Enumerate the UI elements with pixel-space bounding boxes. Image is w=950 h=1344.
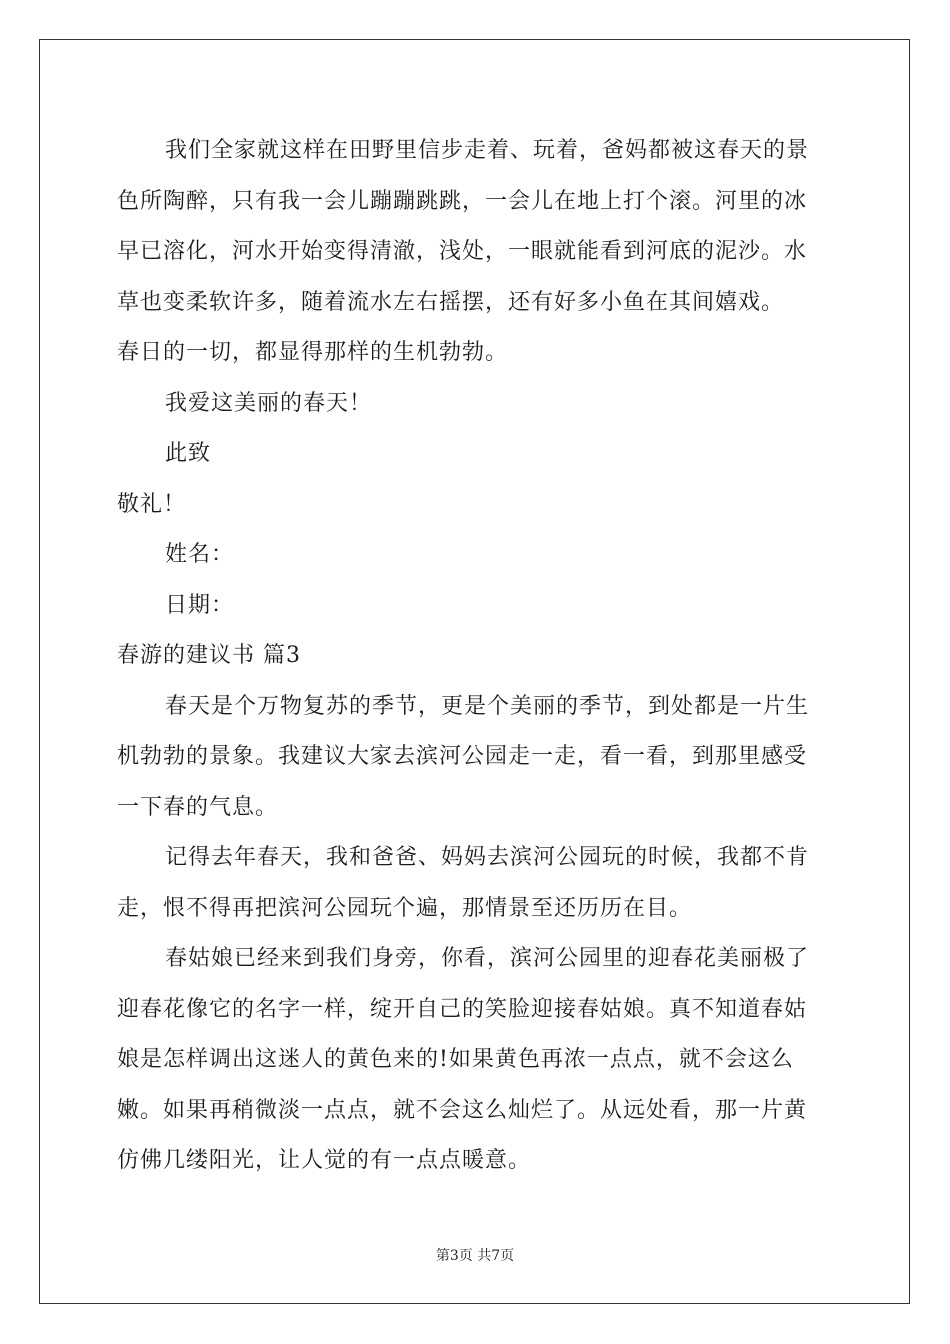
paragraph-line: 娘是怎样调出这迷人的黄色来的!如果黄色再浓一点点，就不会这么 [117, 1047, 794, 1072]
closing-line: 我爱这美丽的春天！ [165, 390, 373, 416]
paragraph-line: 春天是个万物复苏的季节，更是个美丽的季节，到处都是一片生 [165, 693, 810, 719]
paragraph-line: 嫩。如果再稍微淡一点点，就不会这么灿烂了。从远处看，那一片黄 [117, 1097, 808, 1123]
paragraph-line: 机勃勃的景象。我建议大家去滨河公园走一走，看一看，到那里感受 [117, 744, 808, 769]
paragraph-line: 迎春花像它的名字一样，绽开自己的笑脸迎接春姑娘。真不知道春姑 [117, 996, 808, 1022]
salutation-line: 敬礼！ [117, 491, 187, 517]
name-field-label: 姓名： [165, 542, 235, 567]
paragraph-line: 春姑娘已经来到我们身旁，你看，滨河公园里的迎春花美丽极了 [165, 946, 810, 971]
section-heading: 春游的建议书 篇3 [117, 643, 301, 668]
paragraph-line: 走，恨不得再把滨河公园玩个遍，那情景至还历历在目。 [117, 895, 693, 921]
paragraph-line: 一下春的气息。 [117, 794, 279, 820]
paragraph-line: 早已溶化，河水开始变得清澈，浅处，一眼就能看到河底的泥沙。水 [117, 239, 808, 264]
paragraph-line: 我们全家就这样在田野里信步走着、玩着，爸妈都被这春天的景 [165, 138, 810, 163]
page-number-footer: 第3页 共7页 [435, 1248, 515, 1264]
document-body [117, 126, 833, 1187]
paragraph-line: 色所陶醉，只有我一会儿蹦蹦跳跳，一会儿在地上打个滚。河里的冰 [117, 188, 808, 214]
paragraph-line: 仿佛几缕阳光，让人觉的有一点点暖意。 [117, 1148, 532, 1173]
paragraph-line: 春日的一切，都显得那样的生机勃勃。 [117, 340, 509, 365]
salutation-line: 此致 [165, 441, 212, 466]
paragraph-line: 草也变柔软许多，随着流水左右摇摆，还有好多小鱼在其间嬉戏。 [117, 289, 785, 315]
paragraph-line: 记得去年春天，我和爸爸、妈妈去滨河公园玩的时候，我都不肯 [165, 845, 810, 870]
date-field-label: 日期： [165, 592, 235, 618]
